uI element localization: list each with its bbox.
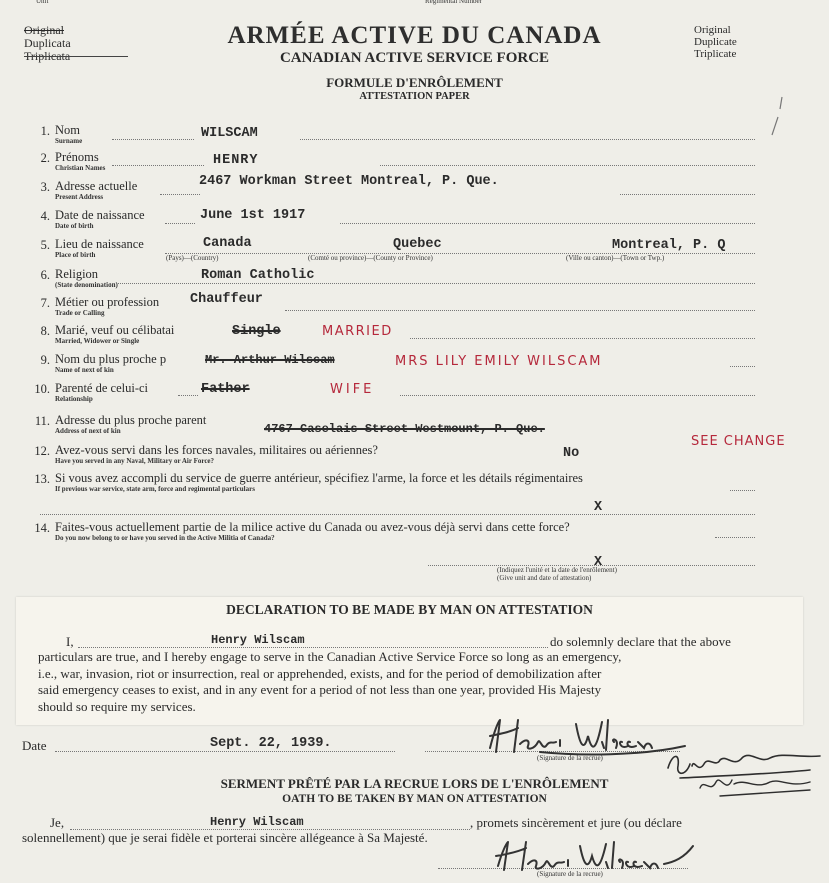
value-marital-typed: Single [232, 324, 281, 339]
field-row-13 [24, 472, 583, 493]
oath-title-en: OATH TO BE TAKEN BY MAN ON ATTESTATION [282, 793, 547, 805]
oath-line2: solennellement) que je serai fidèle et porterai sincère allégeance à Sa Majesté. [22, 830, 428, 845]
field-label-group [55, 238, 144, 259]
place-sub-country: (Pays)—(Country) [166, 254, 219, 262]
signature-caption-1: (Signature de la recrue) [537, 754, 603, 762]
field-number: 8. [40, 324, 50, 338]
leader-4 [165, 223, 195, 224]
leader-3 [160, 194, 200, 195]
field-label-fr: Métier ou profession [55, 295, 160, 309]
copy-duplicate-right: Duplicate [694, 36, 737, 48]
value-relation-handwritten: WIFE [330, 382, 375, 397]
field-number: 9. [40, 353, 50, 367]
value-christian-names: HENRY [213, 153, 259, 168]
leader-2 [112, 165, 204, 166]
form-title-fr: FORMULE D'ENRÔLEMENT [326, 75, 503, 90]
signature-caption-2: (Signature de la recrue) [537, 870, 603, 878]
field-label-fr: Faites-vous actuellement partie de la milice active du Canada ou avez-vous déjà servi dans cette force? [55, 520, 570, 534]
field-label-group [55, 124, 82, 145]
field-label-en: Relationship [55, 395, 93, 403]
value-dob: June 1st 1917 [200, 208, 306, 223]
leader-1 [112, 139, 194, 140]
field-label-fr: Religion [55, 267, 99, 281]
title-fr: ARMÉE ACTIVE DU CANADA [227, 22, 602, 49]
field-label-en: Surname [55, 137, 83, 145]
value-surname: WILSCAM [201, 126, 258, 141]
oath-je: Je, [50, 815, 65, 830]
value-birth-province: Quebec [393, 237, 442, 252]
field-row-12 [24, 444, 378, 465]
field-label-fr: Adresse du plus proche parent [55, 413, 207, 427]
form-title-en: ATTESTATION PAPER [359, 91, 470, 102]
value-kin-address-handwritten: SEE CHANGE [691, 434, 786, 449]
field-number: 12. [34, 444, 50, 458]
declaration-line1: do solemnly declare that the above [550, 634, 731, 649]
value-address: 2467 Workman Street Montreal, P. Que. [199, 174, 499, 189]
field-label-fr: Parenté de celui-ci [55, 381, 149, 395]
field-label-fr: Prénoms [55, 150, 99, 164]
q14-subcaption-fr: (Indiquez l'unité et la date de l'enrôlement) [497, 566, 617, 574]
field-label-en: Present Address [55, 193, 104, 201]
field-label-en: Married, Widower or Single [55, 337, 140, 345]
value-birth-country: Canada [203, 236, 252, 251]
copy-triplicate-right: Triplicate [694, 48, 737, 60]
field-label-en: Date of birth [55, 222, 94, 230]
field-label-en: If previous war service, state arm, force and regimental particulars [55, 485, 255, 493]
declaration-line3: i.e., war, invasion, riot or insurrection, real or apprehended, exists, and for the period of demobilization after [38, 665, 602, 681]
q14-subcaption [497, 566, 617, 582]
field-number: 2. [40, 151, 50, 165]
value-served: No [563, 446, 580, 461]
leader-6 [110, 283, 755, 284]
date-label: Date [22, 738, 47, 753]
field-label-en: Have you served in any Naval, Military or Air Force? [55, 457, 215, 465]
leader-8 [410, 338, 755, 339]
value-religion: Roman Catholic [201, 268, 315, 283]
leader-10b [400, 395, 755, 396]
field-row-4 [24, 209, 145, 230]
field-label-en: Place of birth [55, 251, 96, 259]
field-label-en: Christian Names [55, 164, 106, 172]
declaration-name-leader [78, 647, 548, 648]
declaration-line4: said emergency ceases to exist, and in any event for a period of not less than one year, provided His Majesty [38, 682, 602, 697]
field-label-fr: Avez-vous servi dans les forces navales, militaires ou aériennes? [55, 443, 378, 457]
field-row-2 [24, 151, 105, 172]
field-label-en: Name of next of kin [55, 366, 114, 374]
declaration-line2: particulars are true, and I hereby engage to serve in the Canadian Active Service Force so long as an emergency, [38, 649, 622, 664]
oath-line1: , promets sincèrement et jure (ou déclare [470, 815, 682, 830]
field-label-group [55, 472, 583, 493]
value-kin-typed: Mr. Arthur Wilscam [205, 353, 335, 367]
field-number: 11. [34, 414, 50, 428]
top-cut-unit: Unit [36, 0, 49, 5]
field-label-fr: Marié, veuf ou célibatai [55, 323, 175, 337]
field-label-group [55, 209, 145, 230]
copy-original-right: Original [694, 24, 731, 36]
field-label-en: Trade or Calling [55, 309, 105, 317]
leader-1b [300, 139, 755, 140]
leader-3b [620, 194, 755, 195]
field-row-3 [24, 180, 137, 201]
place-sub-county: (Comté ou province)—(County or Province) [308, 254, 433, 262]
field-label-fr: Date de naissance [55, 208, 145, 222]
field-label-group [55, 414, 206, 435]
oath-name: Henry Wilscam [210, 815, 304, 829]
field-row-5 [24, 238, 144, 259]
leader-4b [340, 223, 755, 224]
oath-title-block [0, 776, 829, 805]
field-label-group [55, 180, 137, 201]
field-label-group [55, 151, 105, 172]
field-number: 10. [34, 382, 50, 396]
field-number: 5. [40, 238, 50, 252]
value-trade: Chauffeur [190, 292, 263, 307]
value-q14-mark: X [594, 555, 603, 570]
value-q13-mark: X [594, 500, 603, 515]
top-cut-regimental-number: Regimental Number [425, 0, 482, 5]
field-row-14 [24, 521, 570, 542]
field-label-group [55, 444, 378, 465]
field-row-8 [24, 324, 174, 345]
q14-subcaption-en: (Give unit and date of attestation) [497, 574, 592, 582]
declaration-body [38, 649, 621, 715]
declaration-slip [16, 597, 803, 725]
leader-10 [178, 395, 198, 396]
leader-13 [730, 490, 755, 491]
leader-5 [165, 253, 755, 254]
field-number: 3. [40, 180, 50, 194]
oath-title-fr: SERMENT PRÊTÉ PAR LA RECRUE LORS DE L'ENRÔLEMENT [220, 776, 609, 791]
field-label-group [55, 324, 174, 345]
pencil-mark-icon [760, 95, 790, 140]
field-number: 14. [34, 521, 50, 535]
date-value: Sept. 22, 1939. [210, 736, 332, 751]
leader-2b [380, 165, 755, 166]
field-label-fr: Nom du plus proche p [55, 352, 167, 366]
field-label-en: (State denomination) [55, 281, 118, 289]
field-number: 4. [40, 209, 50, 223]
field-row-7 [24, 296, 159, 317]
leader-9 [730, 366, 755, 367]
field-label-fr: Lieu de naissance [55, 237, 144, 251]
field-row-6 [24, 268, 118, 289]
value-marital-handwritten: MARRIED [322, 324, 393, 339]
field-row-11 [24, 414, 206, 435]
field-row-9 [24, 353, 166, 374]
value-kin-address-typed: 4767 Caselais Street Westmount, P. Que. [264, 422, 545, 436]
declaration-line5: should so require my services. [38, 698, 196, 714]
date-leader [55, 751, 395, 752]
value-birth-town: Montreal, P. Q [612, 238, 726, 253]
field-label-en: Address of next of kin [55, 427, 121, 435]
value-kin-handwritten: MRS LILY EMILY WILSCAM [395, 354, 603, 369]
value-relation-typed: Father [201, 382, 250, 397]
title-block [0, 22, 829, 102]
field-label-group [55, 521, 570, 542]
copy-duplicata-left: Duplicata [24, 36, 71, 50]
leader-7 [285, 310, 755, 311]
copy-triplicata-left: Triplicata [24, 49, 71, 63]
copy-original-left: Original [24, 23, 64, 37]
field-label-group [55, 382, 148, 403]
field-label-group [55, 296, 159, 317]
field-number: 13. [34, 472, 50, 486]
title-en: CANADIAN ACTIVE SERVICE FORCE [279, 50, 550, 66]
field-label-group [55, 268, 118, 289]
declaration-title: DECLARATION TO BE MADE BY MAN ON ATTESTATION [226, 602, 593, 617]
field-label-group [55, 353, 166, 374]
leader-14 [715, 537, 755, 538]
field-label-fr: Si vous avez accompli du service de guerre antérieur, spécifiez l'arme, la force et les détails régimentaires [55, 471, 583, 485]
recruit-signature-2 [488, 836, 698, 876]
field-row-10 [24, 382, 148, 403]
field-number: 6. [40, 268, 50, 282]
field-number: 1. [40, 124, 50, 138]
leader-13b [40, 514, 755, 515]
field-row-1 [24, 124, 82, 145]
field-number: 7. [40, 296, 50, 310]
declaration-i: I, [66, 634, 74, 649]
declaration-name: Henry Wilscam [211, 633, 305, 647]
field-label-fr: Adresse actuelle [55, 179, 138, 193]
field-label-fr: Nom [55, 123, 80, 137]
field-label-en: Do you now belong to or have you served in the Active Militia of Canada? [55, 534, 275, 542]
place-sub-town: (Ville ou canton)—(Town or Twp.) [566, 254, 665, 262]
